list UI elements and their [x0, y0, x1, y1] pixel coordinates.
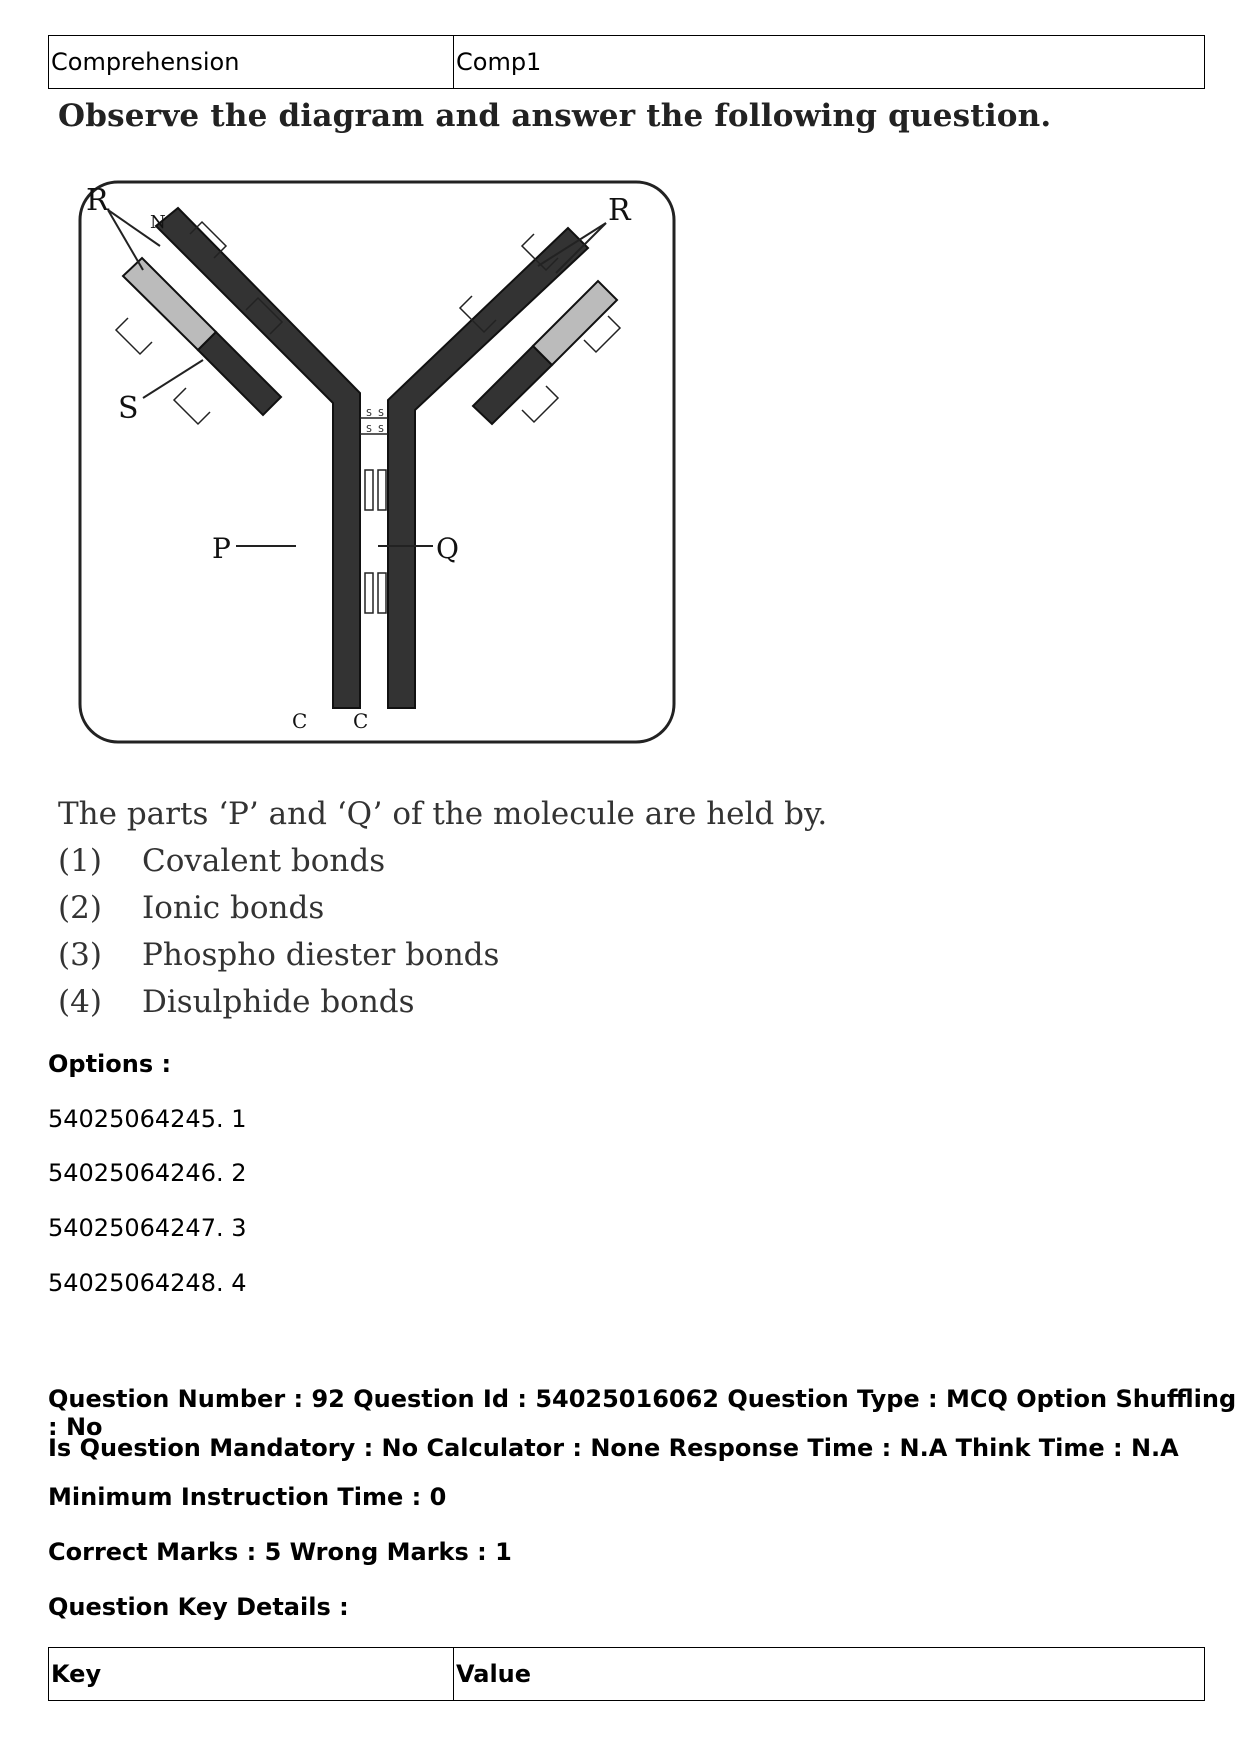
options-label: Options : [48, 1050, 172, 1078]
label-c-left: C [292, 709, 308, 733]
choice-1: (1) Covalent bonds [58, 843, 386, 879]
svg-text:S: S [378, 424, 385, 435]
key-header: Key [49, 1648, 454, 1701]
question-text: The parts ‘P’ and ‘Q’ of the molecule are held by. [58, 796, 828, 832]
meta-line-1: Question Number : 92 Question Id : 54025016062 Question Type : MCQ Option Shuffling : No [48, 1385, 1237, 1441]
value-header: Value [454, 1648, 1205, 1701]
label-c-right: C [353, 709, 369, 733]
comprehension-key-cell: Comprehension [49, 36, 454, 89]
label-p: P [212, 532, 231, 565]
comprehension-value-cell: Comp1 [454, 36, 1205, 89]
label-q: Q [436, 532, 459, 565]
choice-4: (4) Disulphide bonds [58, 984, 415, 1020]
choice-2: (2) Ionic bonds [58, 890, 325, 926]
meta-line-2: Is Question Mandatory : No Calculator : None Response Time : N.A Think Time : N.A [48, 1434, 1179, 1462]
choice-3: (3) Phospho diester bonds [58, 937, 500, 973]
key-table [48, 1647, 1205, 1701]
antibody-diagram [78, 178, 678, 748]
svg-text:S: S [378, 408, 385, 419]
comprehension-table [48, 35, 1205, 89]
option-4: 54025064248. 4 [48, 1269, 247, 1297]
option-1: 54025064245. 1 [48, 1105, 247, 1133]
label-n: N [150, 212, 166, 233]
question-heading: Observe the diagram and answer the following question. [58, 98, 1052, 134]
key-details-label: Question Key Details : [48, 1593, 349, 1621]
option-3: 54025064247. 3 [48, 1214, 247, 1242]
meta-line-3: Minimum Instruction Time : 0 [48, 1483, 447, 1511]
marks-line: Correct Marks : 5 Wrong Marks : 1 [48, 1538, 512, 1566]
svg-text:S: S [366, 424, 373, 435]
label-s: S [118, 391, 139, 426]
option-2: 54025064246. 2 [48, 1159, 247, 1187]
svg-text:S: S [366, 408, 373, 419]
label-r-left: R [86, 183, 109, 218]
label-r-right: R [608, 193, 631, 228]
